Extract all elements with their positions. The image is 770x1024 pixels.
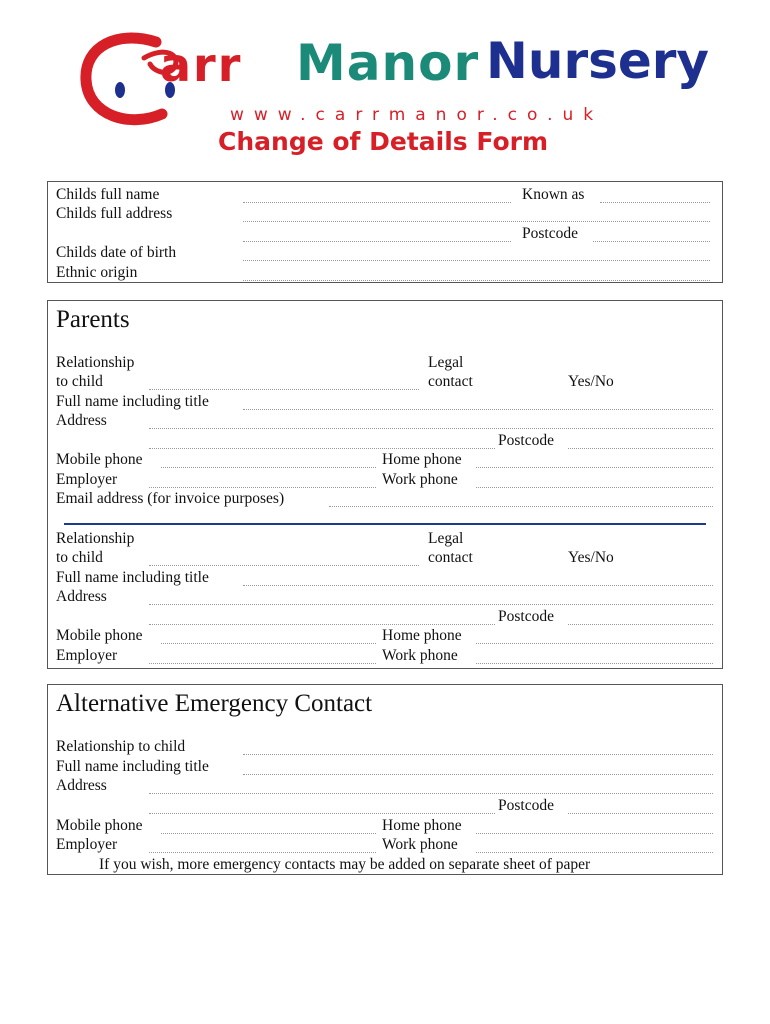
child-full-name-field[interactable] (243, 202, 511, 203)
parents-section (47, 300, 723, 669)
p1-address-field-1[interactable] (149, 428, 713, 429)
child-postcode-label: Postcode (522, 225, 578, 242)
emergency-heading: Alternative Emergency Contact (56, 690, 373, 717)
p2-work-label: Work phone (382, 647, 458, 664)
child-postcode-field[interactable] (593, 241, 710, 242)
p2-work-field[interactable] (476, 663, 713, 664)
ethnic-origin-field[interactable] (243, 280, 710, 281)
p2-postcode-label: Postcode (498, 608, 554, 625)
p1-employer-label: Employer (56, 471, 118, 488)
emergency-contact-section (47, 684, 723, 875)
p1-relationship-field[interactable] (149, 389, 419, 390)
child-dob-field[interactable] (243, 260, 710, 261)
p2-home-label: Home phone (382, 627, 462, 644)
p2-legal-yesno[interactable]: Yes/No (568, 549, 614, 566)
p1-full-name-label: Full name including title (56, 393, 209, 410)
child-details-section (47, 181, 723, 283)
p1-home-label: Home phone (382, 451, 462, 468)
child-full-name-label: Childs full name (56, 186, 160, 203)
p1-email-label: Email address (for invoice purposes) (56, 490, 285, 507)
em-work-label: Work phone (382, 836, 458, 853)
p2-full-name-label: Full name including title (56, 569, 209, 586)
p1-address-label: Address (56, 412, 107, 429)
p2-employer-label: Employer (56, 647, 118, 664)
logo-carr-text: arr (160, 38, 243, 92)
ethnic-origin-label: Ethnic origin (56, 264, 138, 281)
p2-address-label: Address (56, 588, 107, 605)
child-dob-label: Childs date of birth (56, 244, 177, 261)
em-home-field[interactable] (476, 833, 713, 834)
p2-mobile-field[interactable] (161, 643, 376, 644)
p2-to-child-label: to child (56, 549, 103, 566)
p1-address-field-2[interactable] (149, 448, 495, 449)
parent-divider (64, 523, 706, 525)
em-mobile-field[interactable] (161, 833, 376, 834)
em-postcode-label: Postcode (498, 797, 554, 814)
child-address-field-2[interactable] (243, 241, 511, 242)
em-note: If you wish, more emergency contacts may be added on separate sheet of paper (99, 856, 591, 873)
em-work-field[interactable] (476, 852, 713, 853)
em-address-field-1[interactable] (149, 793, 713, 794)
em-employer-label: Employer (56, 836, 118, 853)
em-employer-field[interactable] (149, 852, 376, 853)
p2-address-field-2[interactable] (149, 624, 495, 625)
form-title: Change of Details Form (218, 127, 548, 156)
known-as-label: Known as (522, 186, 585, 203)
child-address-field-1[interactable] (243, 221, 710, 222)
p1-mobile-field[interactable] (161, 467, 376, 468)
child-address-label: Childs full address (56, 205, 173, 222)
p2-mobile-label: Mobile phone (56, 627, 143, 644)
p2-contact-label: contact (428, 549, 473, 566)
p2-full-name-field[interactable] (243, 585, 713, 586)
p1-postcode-field[interactable] (568, 448, 713, 449)
logo-manor-text: Manor (296, 34, 480, 92)
p2-relationship-field[interactable] (149, 565, 419, 566)
p1-postcode-label: Postcode (498, 432, 554, 449)
p1-to-child-label: to child (56, 373, 103, 390)
em-postcode-field[interactable] (568, 813, 713, 814)
p1-mobile-label: Mobile phone (56, 451, 143, 468)
em-home-label: Home phone (382, 817, 462, 834)
p1-legal-yesno[interactable]: Yes/No (568, 373, 614, 390)
em-relationship-field[interactable] (243, 754, 713, 755)
p1-work-field[interactable] (476, 487, 713, 488)
em-mobile-label: Mobile phone (56, 817, 143, 834)
p1-relationship-label: Relationship (56, 354, 135, 371)
logo-nursery-text: Nursery (486, 32, 710, 90)
em-full-name-label: Full name including title (56, 758, 209, 775)
p2-home-field[interactable] (476, 643, 713, 644)
p2-legal-label: Legal (428, 530, 464, 547)
nursery-logo (78, 28, 710, 158)
p1-full-name-field[interactable] (243, 409, 713, 410)
p2-postcode-field[interactable] (568, 624, 713, 625)
p1-email-field[interactable] (329, 506, 713, 507)
parents-heading: Parents (56, 306, 130, 333)
p1-contact-label: contact (428, 373, 473, 390)
p2-relationship-label: Relationship (56, 530, 135, 547)
known-as-field[interactable] (600, 202, 710, 203)
em-address-label: Address (56, 777, 107, 794)
p1-home-field[interactable] (476, 467, 713, 468)
em-address-field-2[interactable] (149, 813, 495, 814)
p2-employer-field[interactable] (149, 663, 376, 664)
p1-work-label: Work phone (382, 471, 458, 488)
p1-employer-field[interactable] (149, 487, 376, 488)
em-relationship-label: Relationship to child (56, 738, 186, 755)
p2-address-field-1[interactable] (149, 604, 713, 605)
em-full-name-field[interactable] (243, 774, 713, 775)
logo-url: www.carrmanor.co.uk (230, 105, 604, 125)
p1-legal-label: Legal (428, 354, 464, 371)
